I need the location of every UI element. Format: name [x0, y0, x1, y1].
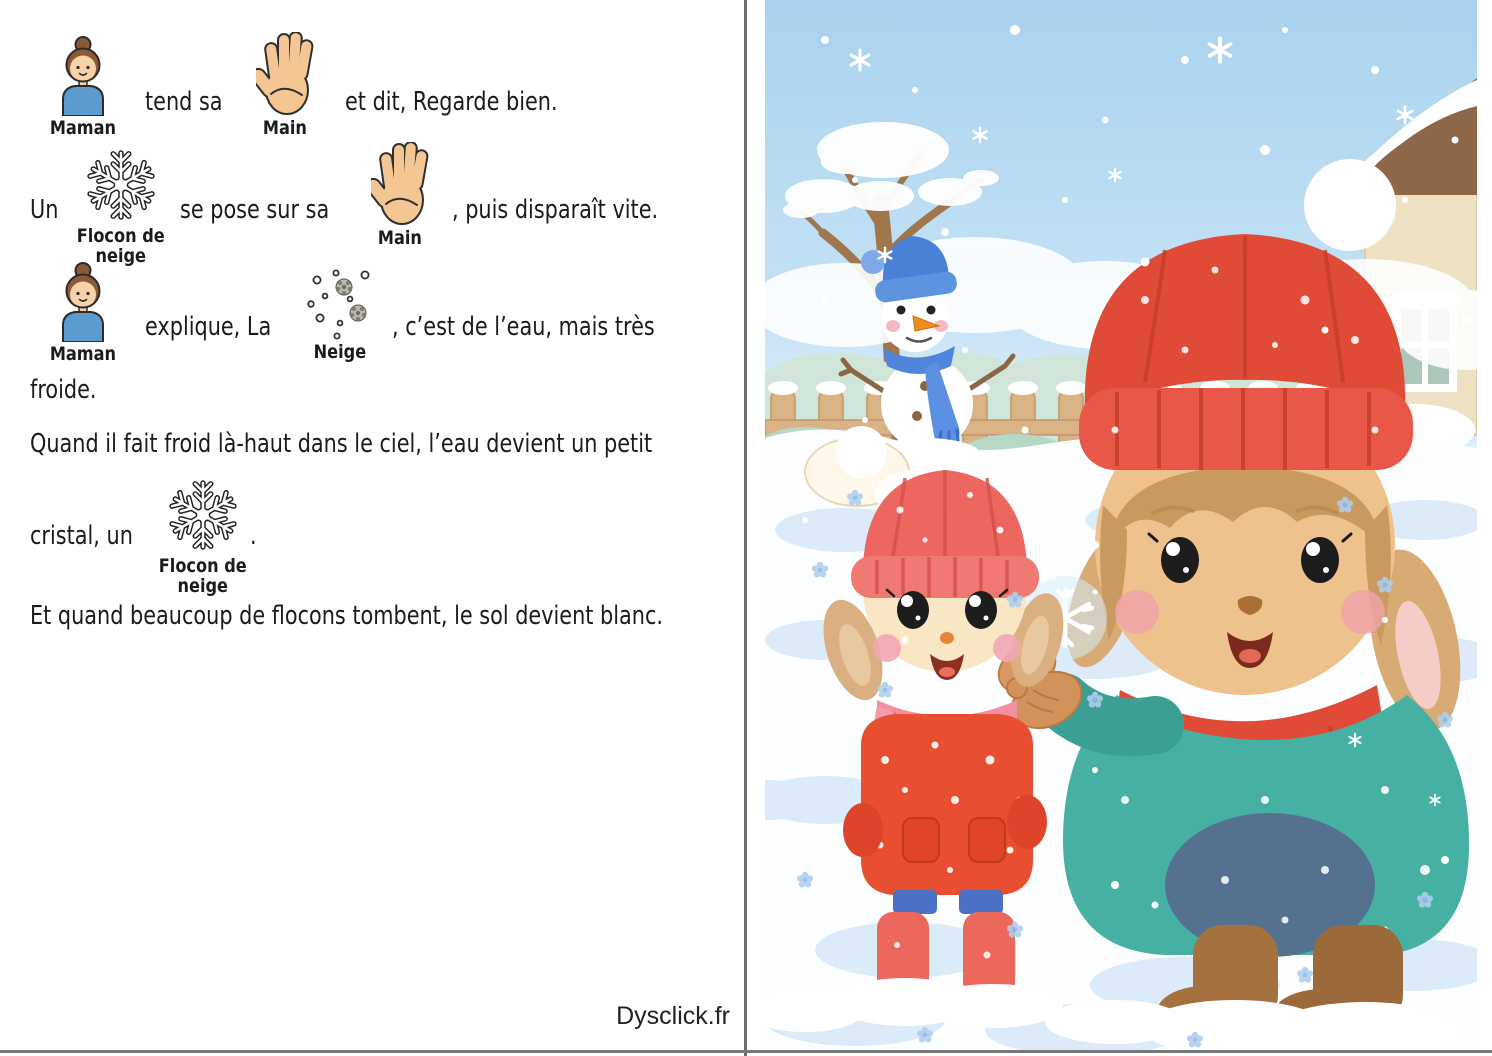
- bottom-border: [0, 1050, 1492, 1053]
- site-footer: Dysclick.fr: [616, 1002, 730, 1030]
- hand-icon: [256, 32, 314, 116]
- story-text: et dit, Regarde bien.: [345, 87, 558, 117]
- flocon-pictogram: [66, 146, 176, 267]
- snow-dots-icon: [303, 266, 377, 340]
- snowflake-icon: [164, 476, 242, 554]
- story-text: , puis disparaît vite.: [452, 195, 659, 225]
- story-text: , c’est de l’eau, mais très: [392, 312, 655, 342]
- main-pictogram-label: Main: [377, 227, 423, 249]
- story-text: explique, La: [145, 312, 272, 342]
- hand-icon: [371, 142, 429, 226]
- main-pictogram: [230, 32, 340, 138]
- neige-pictogram-label: Neige: [313, 341, 367, 363]
- maman-pictogram-label: Maman: [49, 343, 117, 365]
- story-text: Quand il fait froid là-haut dans le ciel, l’eau devient un petit: [30, 429, 653, 459]
- story-text: Et quand beaucoup de flocons tombent, le sol devient blanc.: [30, 601, 663, 631]
- main-pictogram-label: Main: [262, 117, 308, 139]
- maman-icon: [56, 36, 110, 116]
- story-text: .: [250, 521, 257, 551]
- story-text: se pose sur sa: [180, 195, 330, 225]
- main-pictogram: [345, 142, 455, 248]
- story-text: cristal, un: [30, 521, 133, 551]
- worksheet-page: [0, 0, 744, 1056]
- flocon-pictogram-label: Flocon de neige: [77, 225, 165, 268]
- flocon-pictogram: [148, 476, 258, 597]
- flocon-pictogram-label: Flocon de neige: [159, 555, 247, 598]
- snowflake-icon: [82, 146, 160, 224]
- maman-pictogram: [28, 36, 138, 138]
- neige-pictogram: [285, 266, 395, 362]
- winter-illustration: [765, 0, 1477, 1050]
- maman-pictogram-label: Maman: [49, 117, 117, 139]
- story-text: Un: [30, 195, 59, 225]
- story-text: froide.: [30, 375, 97, 405]
- maman-icon: [56, 262, 110, 342]
- story-text: tend sa: [145, 87, 223, 117]
- page-divider: [744, 0, 747, 1056]
- maman-pictogram: [28, 262, 138, 364]
